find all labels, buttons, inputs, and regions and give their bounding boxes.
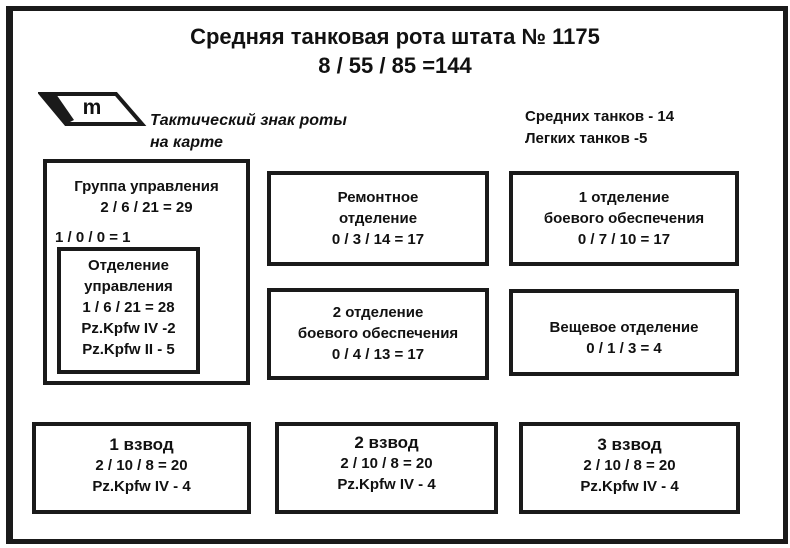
title-text: Средняя танковая рота штата № 1175: [190, 24, 600, 49]
commander-count: 1 / 0 / 0 = 1: [55, 229, 131, 246]
platoon-count: 2 / 10 / 8 = 20: [340, 455, 433, 472]
section-tanks: Pz.Kpfw II - 5: [82, 341, 175, 358]
platoon-box: [32, 422, 251, 514]
section-name: управления: [84, 278, 173, 295]
platoon-box: [519, 422, 740, 514]
support1-name: 1 отделение: [578, 189, 670, 206]
supply-box: [509, 289, 739, 376]
supply-name: Вещевое отделение: [549, 319, 699, 336]
platoon-count: 2 / 10 / 8 = 20: [95, 457, 188, 474]
repair-count: 0 / 3 / 14 = 17: [331, 231, 425, 248]
repair-box: [267, 171, 489, 266]
tank-summary: [525, 106, 674, 150]
support1-box: [509, 171, 739, 266]
support1-count: 0 / 7 / 10 = 17: [577, 231, 671, 248]
support1-name: боевого обеспечения: [543, 210, 705, 227]
platoon-name: 2 взвод: [354, 433, 419, 452]
support2-name: боевого обеспечения: [297, 325, 459, 342]
symbol-letter: m: [82, 96, 102, 119]
group-count: 2 / 6 / 21 = 29: [100, 199, 193, 216]
symbol-caption: [150, 110, 347, 154]
repair-name: Ремонтное: [337, 189, 419, 206]
page-title: [0, 22, 790, 80]
platoon-tanks: Pz.Kpfw IV - 4: [580, 478, 679, 495]
control-section-box: [57, 247, 200, 374]
caption-line: на карте: [150, 134, 223, 151]
platoon-tanks: Pz.Kpfw IV - 4: [337, 476, 436, 493]
platoon-count: 2 / 10 / 8 = 20: [583, 457, 676, 474]
support2-count: 0 / 4 / 13 = 17: [331, 346, 425, 363]
section-count: 1 / 6 / 21 = 28: [82, 299, 175, 316]
group-name: Группа управления: [74, 178, 219, 195]
support2-box: [267, 288, 489, 380]
medium-tanks: Средних танков - 14: [525, 108, 675, 125]
repair-name: отделение: [338, 210, 418, 227]
caption-line: Тактический знак роты: [150, 112, 347, 129]
platoon-name: 3 взвод: [597, 435, 662, 454]
light-tanks: Легких танков -5: [525, 130, 648, 147]
platoon-name: 1 взвод: [109, 435, 174, 454]
section-name: Отделение: [88, 257, 169, 274]
support2-name: 2 отделение: [332, 304, 424, 321]
total-count: 8 / 55 / 85 =144: [318, 53, 472, 78]
platoon-box: [275, 422, 498, 514]
platoon-tanks: Pz.Kpfw IV - 4: [92, 478, 191, 495]
supply-count: 0 / 1 / 3 = 4: [586, 340, 662, 357]
section-tanks: Pz.Kpfw IV -2: [81, 320, 176, 337]
